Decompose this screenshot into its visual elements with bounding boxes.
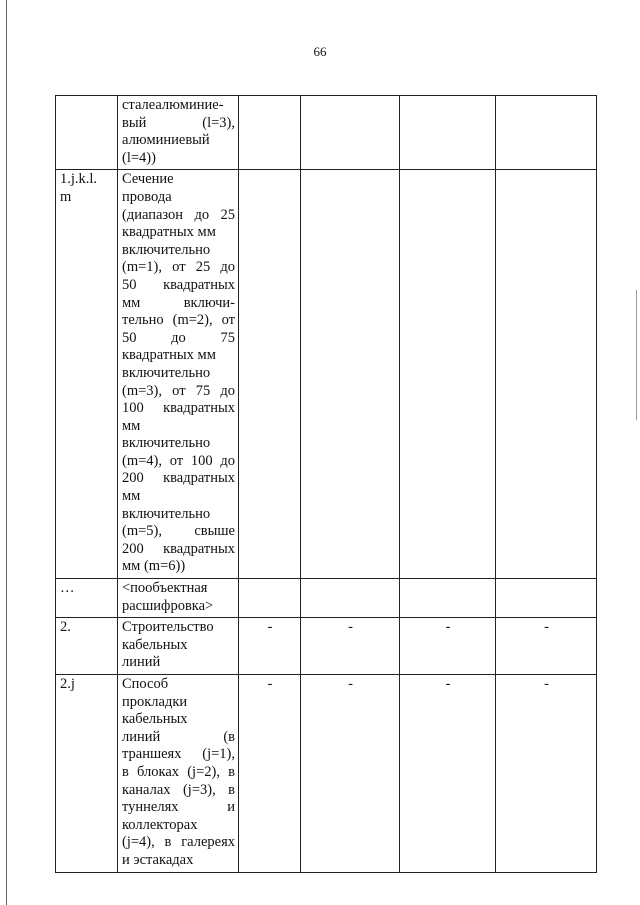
description-line: квадратных мм	[122, 347, 216, 364]
description-line: <пообъектная	[122, 580, 208, 597]
description-line: 50 до 75	[122, 329, 235, 346]
description-line: кабельных	[122, 711, 188, 728]
description-line: (j=4), в галереях	[122, 834, 235, 851]
value-cell	[400, 96, 496, 170]
description-line: тельно (m=2), от	[122, 312, 235, 329]
description-line: и эстакадах	[122, 851, 194, 868]
table-row	[56, 579, 597, 618]
scan-edge-mark	[636, 290, 637, 420]
description-line: мм	[122, 488, 141, 505]
description-line: сталеалюминие-	[122, 97, 224, 113]
row-description-cell	[118, 675, 239, 873]
value-cell	[301, 579, 400, 618]
value-cell: -	[496, 618, 597, 675]
description-line: линий	[122, 654, 161, 671]
description-line: (m=1), от 25 до	[122, 259, 235, 276]
value-cell	[239, 170, 301, 579]
description-line: каналах (j=3), в	[122, 781, 235, 798]
description-line: вый (l=3),	[122, 114, 235, 131]
page-number: 66	[313, 44, 327, 59]
description-line: 200 квадратных	[122, 540, 235, 557]
table-body	[56, 96, 597, 873]
description-line: провода	[122, 188, 172, 205]
value-cell: -	[400, 618, 496, 675]
row-number-cell: 2.j	[56, 675, 118, 873]
value-cell	[239, 96, 301, 170]
description-line: прокладки	[122, 693, 188, 710]
description-line: (m=4), от 100 до	[122, 452, 235, 469]
description-line: коллекторах	[122, 816, 198, 833]
row-description-cell	[118, 170, 239, 579]
description-line: включительно	[122, 241, 211, 258]
description-line: (диапазон до 25	[122, 206, 235, 223]
value-cell	[301, 170, 400, 579]
description-line: мм (m=6))	[122, 558, 186, 575]
value-cell: -	[239, 618, 301, 675]
description-line: квадратных мм	[122, 224, 216, 241]
description-line: 100 квадратных	[122, 400, 235, 417]
description-line: линий (в	[122, 728, 235, 745]
row-description-cell	[118, 579, 239, 618]
table-row	[56, 170, 597, 579]
value-cell	[239, 579, 301, 618]
description-line: расшифровка>	[122, 597, 214, 614]
value-cell: -	[239, 675, 301, 873]
table-row	[56, 96, 597, 170]
row-number-cell: 2.	[56, 618, 118, 675]
value-cell	[496, 96, 597, 170]
description-line: 50 квадратных	[122, 276, 235, 293]
description-line: включительно	[122, 435, 211, 452]
description-line: траншеях (j=1),	[122, 746, 235, 763]
description-line: (m=5), свыше	[122, 523, 235, 540]
value-cell: -	[496, 675, 597, 873]
description-line: туннелях и	[122, 799, 235, 816]
description-line: включительно	[122, 364, 211, 381]
description-line: кабельных	[122, 636, 188, 653]
description-line: в блоках (j=2), в	[122, 763, 235, 780]
value-cell	[301, 96, 400, 170]
description-line: мм включи-	[122, 294, 235, 311]
document-table	[55, 95, 597, 873]
value-cell: -	[301, 618, 400, 675]
value-cell: -	[400, 675, 496, 873]
value-cell	[496, 170, 597, 579]
row-number-cell: 1.j.k.l. m	[56, 170, 118, 579]
row-number-cell: …	[56, 579, 118, 618]
description-line: 200 квадратных	[122, 470, 235, 487]
description-line: Способ	[122, 676, 169, 692]
value-cell	[400, 579, 496, 618]
value-cell: -	[301, 675, 400, 873]
row-description-cell	[118, 618, 239, 675]
page-left-edge	[6, 0, 7, 905]
description-line: включительно	[122, 505, 211, 522]
description-line: алюминиевый	[122, 132, 210, 149]
table-row	[56, 618, 597, 675]
description-line: Сечение	[122, 171, 174, 188]
table-row	[56, 675, 597, 873]
value-cell	[496, 579, 597, 618]
description-line: (m=3), от 75 до	[122, 382, 235, 399]
description-line: (l=4))	[122, 149, 156, 166]
row-number-cell	[56, 96, 118, 170]
description-line: Строительство	[122, 619, 214, 636]
row-description-cell	[118, 96, 239, 170]
value-cell	[400, 170, 496, 579]
description-line: мм	[122, 417, 141, 434]
